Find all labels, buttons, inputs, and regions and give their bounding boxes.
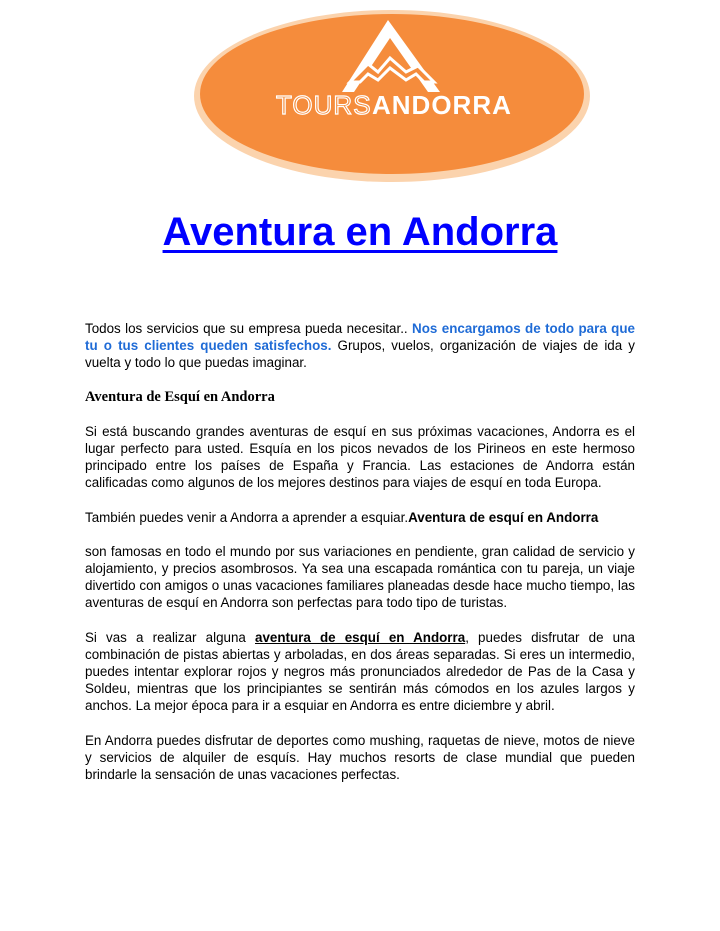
- logo-graphic: [192, 8, 592, 184]
- learn-ski-text: También puedes venir a Andorra a aprender a esquiar.: [85, 509, 409, 525]
- paragraph-sports: En Andorra puedes disfrutar de deportes como mushing, raquetas de nieve, motos de nieve y servicios de alquiler de esquís. Hay muchos resorts de clase mundial que pueden brindarle la sensación de unas vacaciones perfectas.: [85, 732, 635, 783]
- slopes-text-end: , puedes disfrutar de una combinación de pistas abiertas y arboladas, en dos áreas separadas. Si eres un intermedio, puedes intentar explorar rojos y negros más pronunciados alrededor de Pas de la Casa y Soldeu, mientras que los principiantes se sentirán más cómodos en los azules largos y anchos. La mejor época para ir a esquiar en Andorra es entre diciembre y abril.: [85, 629, 635, 714]
- page-title: Aventura en Andorra: [162, 210, 558, 254]
- logo-word-andorra: ANDORRA: [372, 90, 512, 120]
- brand-logo: [192, 8, 592, 184]
- article-body: [85, 320, 635, 800]
- paragraph-ski-adventure: Si está buscando grandes aventuras de esquí en sus próximas vacaciones, Andorra es el lugar perfecto para usted. Esquía en los picos nevados de los Pirineos en este hermoso principado entre los países de España y Francia. Las estaciones de Andorra están calificadas como algunos de los mejores destinos para viajes de esquí en toda Europa.: [85, 423, 635, 491]
- section-heading: Aventura de Esquí en Andorra: [85, 388, 275, 405]
- paragraph-famous: son famosas en todo el mundo por sus variaciones en pendiente, gran calidad de servicio y alojamiento, y precios asombrosos. Ya sea una escapada romántica con tu pareja, un viaje divertido con amigos o unas vacaciones familiares planeadas desde hace mucho tiempo, las aventuras de esquí en Andorra son perfectas para todo tipo de turistas.: [85, 543, 635, 611]
- intro-highlight: Nos encargamos de todo para que tu o tus clientes queden satisfechos.: [85, 321, 635, 354]
- paragraph-learn-ski: [85, 509, 635, 526]
- paragraph-slopes: [85, 629, 635, 715]
- intro-text-end: Grupos, vuelos, organización de viajes de ida y vuelta y todo lo que puedas imaginar.: [85, 338, 636, 371]
- intro-paragraph: [85, 320, 635, 372]
- ski-adventure-link[interactable]: aventura de esquí en Andorra: [255, 629, 466, 645]
- logo-word-tours: TOURS: [276, 90, 372, 120]
- learn-ski-bold: Aventura de esquí en Andorra: [408, 509, 599, 525]
- intro-text-start: Todos los servicios que su empresa pueda necesitar..: [85, 321, 413, 336]
- slopes-text-start: Si vas a realizar alguna: [85, 629, 255, 645]
